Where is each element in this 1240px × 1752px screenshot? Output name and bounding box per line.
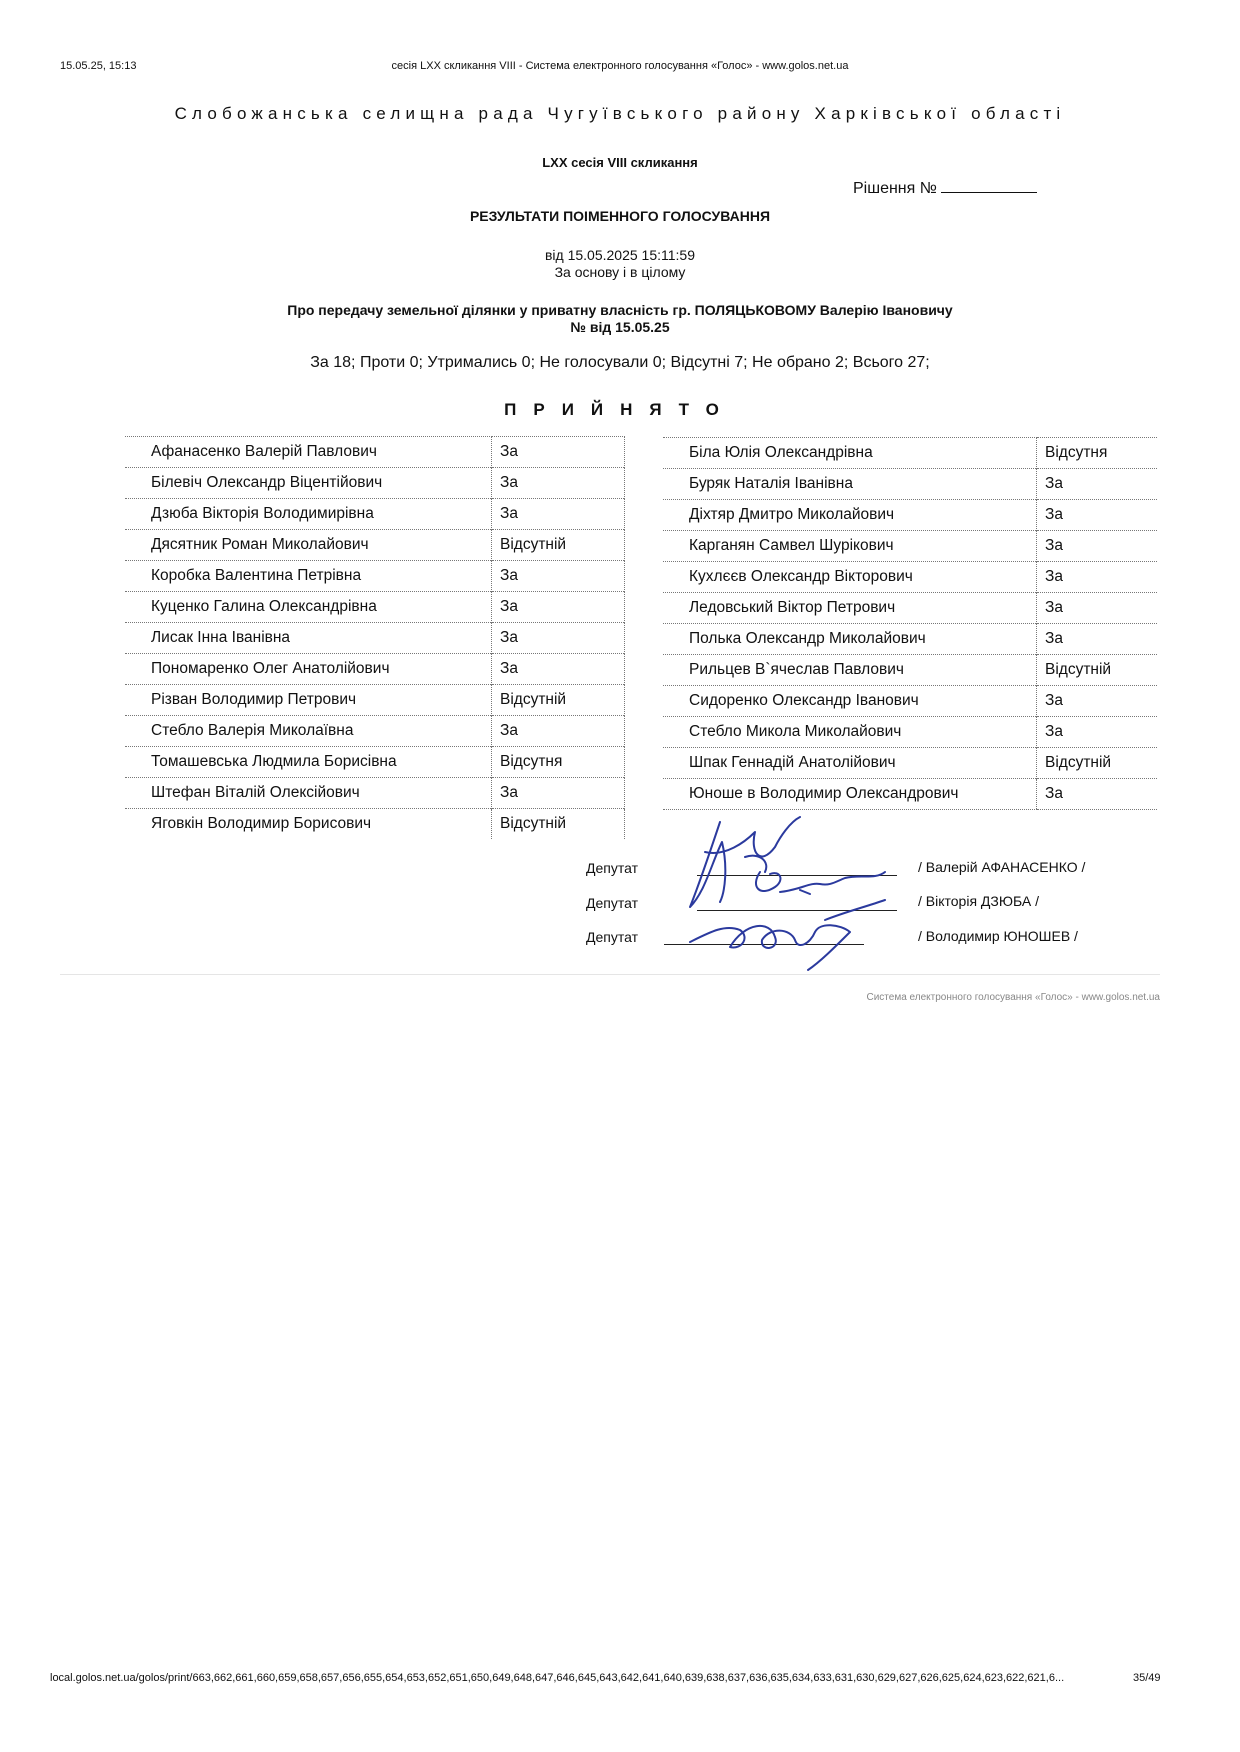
deputy-name: Різван Володимир Петрович <box>125 685 492 716</box>
deputy-name: Штефан Віталій Олексійович <box>125 778 492 809</box>
subject: Про передачу земельної ділянки у приватну власність гр. ПОЛЯЦЬКОВОМУ Валерію Івановичу <box>287 302 953 318</box>
vote-row <box>663 531 1157 562</box>
deputy-name: Карганян Самвел Шурікович <box>663 531 1037 562</box>
deputy-name: Яговкін Володимир Борисович <box>125 809 492 840</box>
deputy-vote: Відсутня <box>1037 438 1158 469</box>
deputy-name: Рильцев В`ячеслав Павлович <box>663 655 1037 686</box>
vote-row <box>125 654 625 685</box>
signature-label-3: Депутат <box>586 929 638 945</box>
print-date: 15.05.25, 15:13 <box>60 60 137 72</box>
deputy-vote: Відсутній <box>492 809 625 840</box>
adopted-status: ПРИЙНЯТО <box>504 400 736 419</box>
deputy-name: Юноше в Володимир Олександрович <box>663 779 1037 810</box>
signature-label-1: Депутат <box>586 860 638 876</box>
session-title: LXX сесія VIII скликання <box>542 155 698 170</box>
vote-row <box>663 469 1157 500</box>
signature-name-1: / Валерій АФАНАСЕНКО / <box>918 859 1086 875</box>
print-url: local.golos.net.ua/golos/print/663,662,661,660,659,658,657,656,655,654,653,652,651,650,649,648,647,646,645,643,642,641,640,639,638,637,636,635,634,633,631,630,629,627,626,625,624,623,622,621,6... <box>50 1672 1065 1684</box>
vote-type: За основу і в цілому <box>554 264 686 280</box>
vote-row <box>125 499 625 530</box>
vote-row <box>663 655 1157 686</box>
deputy-name: Дзюба Вікторія Володимирівна <box>125 499 492 530</box>
vote-row <box>663 562 1157 593</box>
deputy-vote: За <box>492 592 625 623</box>
deputy-name: Куценко Галина Олександрівна <box>125 592 492 623</box>
deputy-name: Афанасенко Валерій Павлович <box>125 437 492 468</box>
deputy-name: Сидоренко Олександр Іванович <box>663 686 1037 717</box>
subject-number: № від 15.05.25 <box>570 319 670 335</box>
deputy-vote: За <box>1037 686 1158 717</box>
deputy-name: Пономаренко Олег Анатолійович <box>125 654 492 685</box>
decision-label: Рішення № <box>853 180 937 197</box>
handwritten-signatures <box>650 812 910 972</box>
deputy-vote: За <box>492 499 625 530</box>
deputy-vote: За <box>1037 779 1158 810</box>
deputy-name: Шпак Геннадій Анатолійович <box>663 748 1037 779</box>
vote-row <box>125 778 625 809</box>
vote-row <box>663 624 1157 655</box>
vote-row <box>125 530 625 561</box>
deputy-name: Стебло Валерія Миколаївна <box>125 716 492 747</box>
system-footer: Система електронного голосування «Голос» - www.golos.net.ua <box>866 992 1160 1003</box>
deputy-name: Білевіч Олександр Віцентійович <box>125 468 492 499</box>
deputy-name: Стебло Микола Миколайович <box>663 717 1037 748</box>
vote-row <box>125 685 625 716</box>
footer-divider <box>60 974 1160 975</box>
council-name: Слобожанська селищна рада Чугуївського району Харківської області <box>174 104 1066 123</box>
vote-row <box>663 500 1157 531</box>
decision-blank-line <box>941 178 1037 193</box>
vote-row <box>125 747 625 778</box>
print-header: сесія LXX скликання VIII - Система електронного голосування «Голос» - www.golos.net.ua <box>391 60 849 72</box>
deputy-name: Томашевська Людмила Борисівна <box>125 747 492 778</box>
deputy-vote: За <box>1037 717 1158 748</box>
deputy-name: Лисак Інна Іванівна <box>125 623 492 654</box>
vote-row <box>663 748 1157 779</box>
deputy-vote: За <box>492 437 625 468</box>
deputy-vote: Відсутній <box>492 530 625 561</box>
deputy-vote: Відсутній <box>492 685 625 716</box>
vote-row <box>125 716 625 747</box>
vote-row <box>663 438 1157 469</box>
deputy-name: Біла Юлія Олександрівна <box>663 438 1037 469</box>
signature-label-2: Депутат <box>586 895 638 911</box>
deputy-name: Буряк Наталія Іванівна <box>663 469 1037 500</box>
vote-row <box>663 717 1157 748</box>
decision-number <box>853 178 1037 198</box>
deputy-name: Коробка Валентина Петрівна <box>125 561 492 592</box>
deputy-vote: Відсутній <box>1037 655 1158 686</box>
vote-summary: За 18; Проти 0; Утримались 0; Не голосували 0; Відсутні 7; Не обрано 2; Всього 27; <box>310 354 930 371</box>
deputy-name: Діхтяр Дмитро Миколайович <box>663 500 1037 531</box>
deputy-name: Полька Олександр Миколайович <box>663 624 1037 655</box>
vote-row <box>125 468 625 499</box>
vote-row <box>663 686 1157 717</box>
results-title: РЕЗУЛЬТАТИ ПОІМЕННОГО ГОЛОСУВАННЯ <box>469 208 771 224</box>
deputy-vote: За <box>1037 624 1158 655</box>
deputy-vote: За <box>492 654 625 685</box>
vote-row <box>663 593 1157 624</box>
vote-row <box>125 623 625 654</box>
deputy-vote: За <box>1037 593 1158 624</box>
vote-row <box>125 809 625 840</box>
vote-row <box>125 561 625 592</box>
signature-name-3: / Володимир ЮНОШЕВ / <box>918 928 1078 944</box>
left-votes-table <box>125 436 625 839</box>
signature-dzyuba <box>756 872 885 894</box>
right-votes-table <box>663 437 1157 810</box>
deputy-vote: За <box>492 623 625 654</box>
vote-row <box>125 437 625 468</box>
signature-name-2: / Вікторія ДЗЮБА / <box>918 893 1039 909</box>
signature-afanasenko <box>690 817 800 907</box>
vote-date: від 15.05.2025 15:11:59 <box>544 247 696 263</box>
deputy-name: Ледовський Віктор Петрович <box>663 593 1037 624</box>
vote-row <box>125 592 625 623</box>
deputy-vote: За <box>492 778 625 809</box>
deputy-name: Дясятник Роман Миколайович <box>125 530 492 561</box>
deputy-vote: За <box>492 561 625 592</box>
vote-row <box>663 779 1157 810</box>
deputy-vote: За <box>492 468 625 499</box>
deputy-vote: Відсутній <box>1037 748 1158 779</box>
deputy-vote: Відсутня <box>492 747 625 778</box>
deputy-name: Кухлєєв Олександр Вікторович <box>663 562 1037 593</box>
deputy-vote: За <box>1037 562 1158 593</box>
deputy-vote: За <box>1037 469 1158 500</box>
deputy-vote: За <box>492 716 625 747</box>
deputy-vote: За <box>1037 500 1158 531</box>
deputy-vote: За <box>1037 531 1158 562</box>
page-counter: 35/49 <box>1133 1672 1161 1684</box>
signature-yunoshev <box>690 900 885 970</box>
